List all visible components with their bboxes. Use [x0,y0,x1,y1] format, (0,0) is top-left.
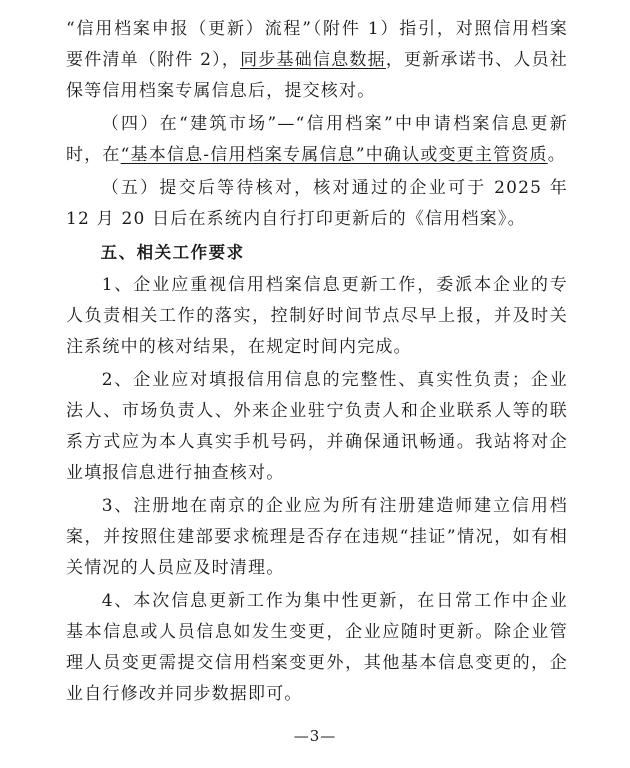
paragraph-requirement-4: 4、本次信息更新工作为集中性更新，在日常工作中企业基本信息或人员信息如发生变更，企业应随时更新。除企业管理人员变更需提交信用档案变更外，其他基本信息变更的，企业自行修改并同步数据即可。 [66,591,568,704]
page-number: —3— [293,727,337,745]
section-heading: 五、相关工作要求 [100,243,245,262]
paragraph-text: （四）在“建筑市场”—“信用档案”中申请档案信息更新时，在 [66,114,568,165]
paragraph-requirement-2: 2、企业应对填报信用信息的完整性、真实性负责；企业法人、市场负责人、外来企业驻宁负责人和企业联系人等的联系方式应为本人真实手机号码，并确保通讯畅通。我站将对企业填报信息进行抽查核对。 [66,370,568,483]
underlined-text: 同步基础信息数据 [240,50,386,70]
paragraph-text: “信用档案申报（更新）流程”（附件 1）指引，对照信用档案要件清单（附件 2）， [66,19,568,70]
paragraph-text: 。 [547,145,566,165]
paragraph-requirement-3: 3、注册地在南京的企业应为所有注册建造师建立信用档案，并按照住建部要求梳理是否存在违规“挂证”情况，如有相关情况的人员应及时清理。 [66,496,568,578]
paragraph-text: ，更新承诺书、人员社保等信用档案专属信息后，提交核对。 [66,50,568,101]
paragraph-item-five: （五）提交后等待核对，核对通过的企业可于 2025 年 12 月 20 日后在系统内自行打印更新后的《信用档案》。 [66,178,568,229]
paragraph-requirement-1: 1、企业应重视信用档案信息更新工作，委派本企业的专人负责相关工作的落实，控制好时间节点尽早上报，并及时关注系统中的核对结果，在规定时间内完成。 [66,275,568,357]
underlined-text: “基本信息-信用档案专属信息”中确认或变更主管资质 [120,145,548,165]
document-body [66,14,568,712]
paragraph-item-four [66,109,568,171]
paragraph-process-guide [66,14,568,107]
